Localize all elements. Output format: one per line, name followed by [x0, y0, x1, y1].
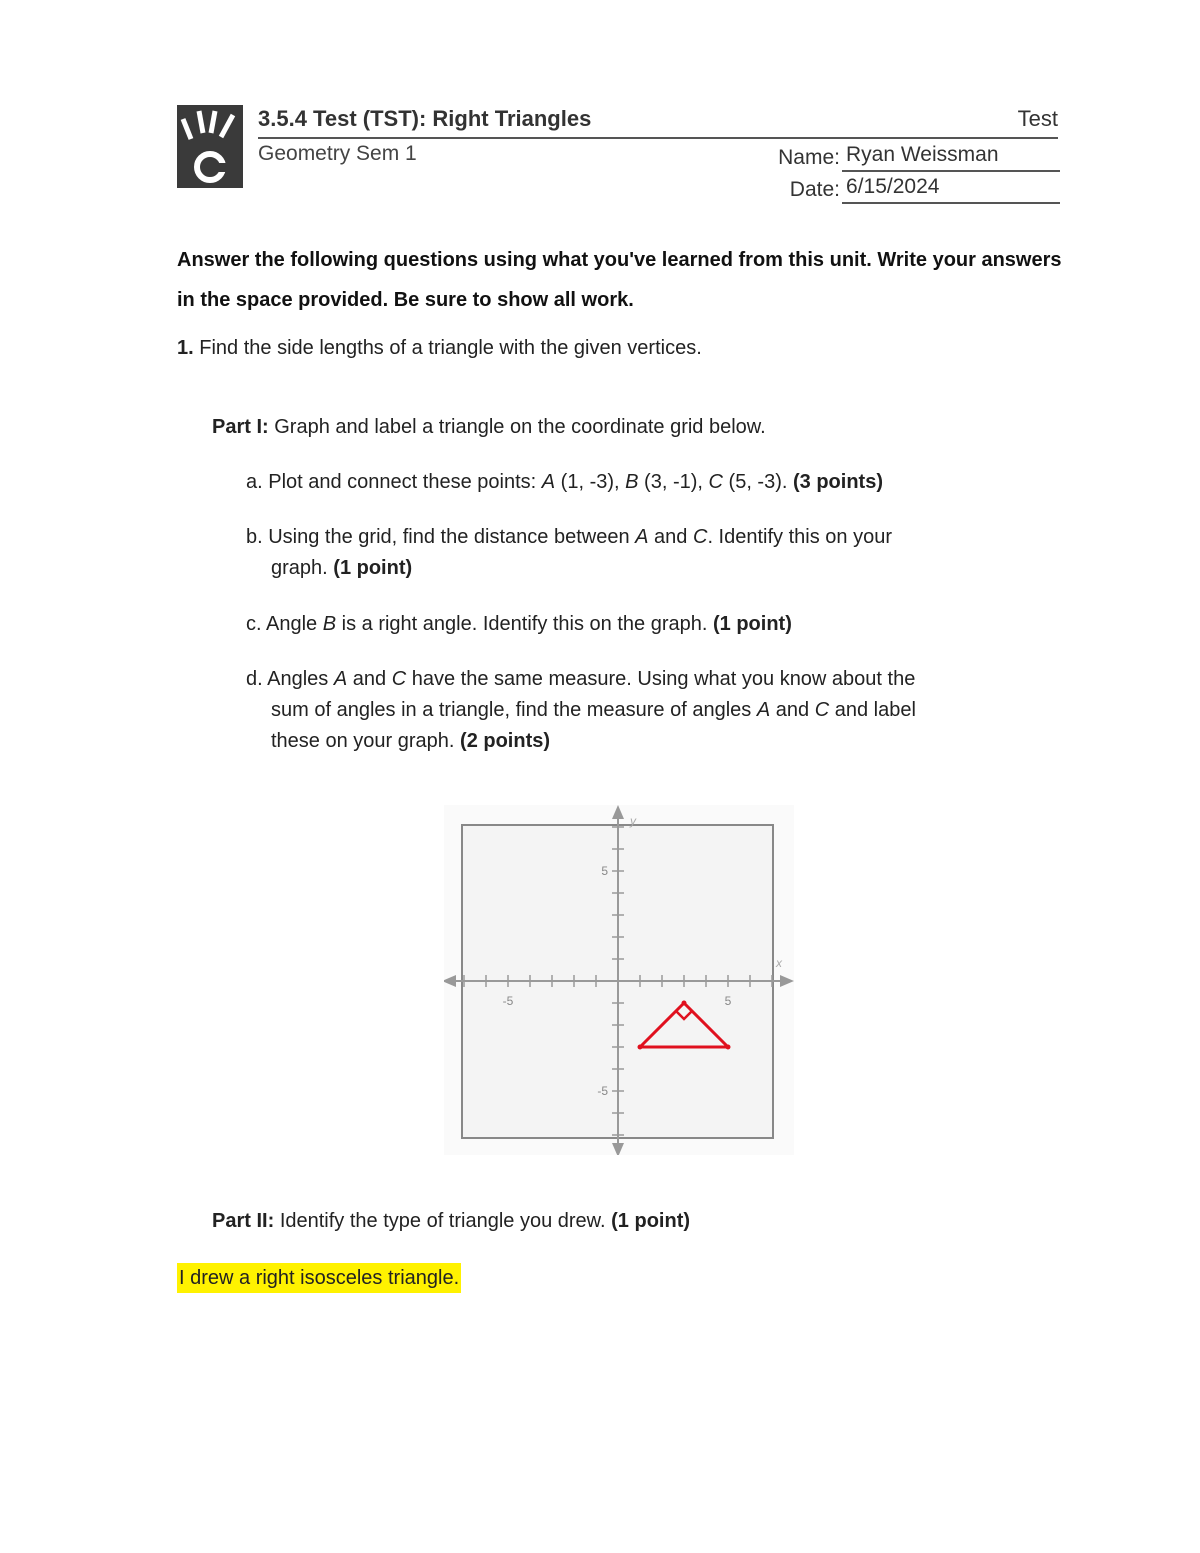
part-1-heading	[212, 412, 766, 443]
part-1-text: Graph and label a triangle on the coordinate grid below.	[274, 416, 766, 438]
item-d-and: and	[352, 668, 387, 690]
name-field[interactable]: Ryan Weissman	[842, 143, 1060, 172]
x-tick-label: 5	[724, 994, 732, 1008]
item-c-text: c. Angle	[246, 613, 318, 635]
item-b-points: (1 point)	[333, 557, 413, 579]
vertex-c	[726, 1045, 731, 1050]
date-field[interactable]: 6/15/2024	[842, 175, 1060, 204]
item-d-rest: have the same measure. Using what you know about the	[411, 668, 916, 690]
course-name: Geometry Sem 1	[258, 142, 417, 165]
item-d-points: (2 points)	[460, 730, 551, 752]
item-b-and: and	[654, 526, 688, 548]
vertex-c-coord: (5, -3).	[728, 471, 788, 493]
school-logo-icon	[177, 105, 243, 188]
item-b-line2: graph.	[271, 557, 328, 579]
item-c-points: (1 point)	[712, 613, 792, 635]
item-c	[246, 609, 792, 640]
part-2-label: Part II:	[212, 1210, 275, 1232]
item-d	[246, 664, 1046, 757]
assessment-type: Test	[1017, 106, 1058, 131]
question-number: 1.	[177, 337, 194, 359]
item-b-rest: . Identify this on your	[707, 526, 892, 548]
name-label: Name:	[778, 146, 840, 169]
item-b-a: A	[635, 526, 649, 548]
part-2	[212, 1206, 690, 1237]
vertex-b-label: B	[625, 471, 639, 493]
y-axis-label: y	[630, 814, 636, 828]
vertex-c-label: C	[708, 471, 723, 493]
vertex-b	[682, 1001, 687, 1006]
vertex-a	[638, 1045, 643, 1050]
item-a-points: (3 points)	[793, 471, 883, 493]
item-c-b: B	[322, 613, 337, 635]
item-d-text: d. Angles	[246, 668, 329, 690]
vertex-a-coord: (1, -3),	[560, 471, 620, 493]
item-a	[246, 467, 883, 498]
y-tick-label: -5	[597, 1084, 608, 1098]
item-b	[246, 522, 1026, 584]
student-answer[interactable]: I drew a right isosceles triangle.	[177, 1263, 461, 1293]
question-text: Find the side lengths of a triangle with the given vertices.	[199, 337, 702, 359]
x-tick-label: -5	[502, 994, 514, 1008]
item-b-c: C	[692, 526, 708, 548]
vertex-b-coord: (3, -1),	[644, 471, 703, 493]
instructions: Answer the following questions using what you've learned from this unit. Write your answers in the space provided. Be sure to show all work.	[177, 249, 1062, 311]
item-d-line2-c: C	[814, 699, 830, 721]
vertex-a-label: A	[541, 471, 556, 493]
item-d-c: C	[391, 668, 407, 690]
item-b-text: b. Using the grid, find the distance between	[246, 526, 630, 548]
header-divider	[258, 137, 1058, 139]
x-axis-label: x	[776, 956, 782, 970]
question-1	[177, 333, 702, 364]
date-label: Date:	[789, 178, 840, 201]
test-title: 3.5.4 Test (TST): Right Triangles	[258, 106, 592, 131]
item-d-line2-a: A	[756, 699, 771, 721]
part-1-label: Part I:	[212, 416, 269, 438]
part-2-points: (1 point)	[611, 1210, 691, 1232]
item-a-text: a. Plot and connect these points:	[246, 471, 537, 493]
item-c-rest: is a right angle. Identify this on the graph.	[341, 613, 708, 635]
item-d-line2: sum of angles in a triangle, find the measure of angles	[271, 699, 752, 721]
part-2-text: Identify the type of triangle you drew.	[279, 1210, 606, 1232]
item-d-a: A	[333, 668, 348, 690]
item-d-line2-and: and	[775, 699, 810, 721]
coordinate-grid[interactable]	[444, 805, 794, 1155]
item-d-line2-rest: and label	[834, 699, 916, 721]
item-d-line3: these on your graph.	[271, 730, 455, 752]
y-tick-label: 5	[601, 864, 608, 878]
